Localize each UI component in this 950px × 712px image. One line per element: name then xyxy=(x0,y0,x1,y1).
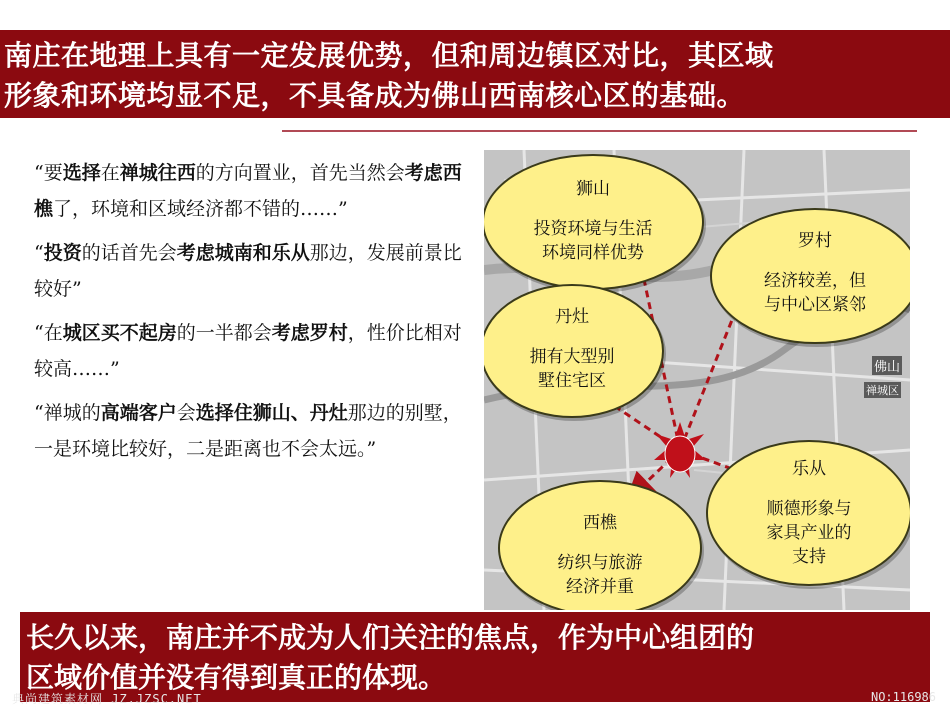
quote-keyword: 考虑西樵 xyxy=(34,162,462,220)
quote-keyword: 考虑城南和乐从 xyxy=(176,242,310,264)
bubble-luocun-line-2: 与中心区紧邻 xyxy=(764,295,866,315)
bubble-xiqiao xyxy=(498,480,702,610)
bubble-luocun-line-1: 经济较差，但 xyxy=(764,271,866,291)
quote-text: 那边，发展前景比较好” xyxy=(34,242,462,300)
conclusion-line-1: 长久以来，南庄并不成为人们关注的焦点，作为中心组团的 xyxy=(26,621,755,654)
bubble-lecong-line-2: 家具产业的 xyxy=(766,523,852,543)
map-label-foshan: 佛山 xyxy=(872,356,902,375)
title-divider xyxy=(282,130,917,132)
quote-text: 的方向置业，首先当然会 xyxy=(195,162,405,184)
quote-text: 了，环境和区域经济都不错的……” xyxy=(53,198,348,220)
bubble-lecong-line-3: 支持 xyxy=(792,547,826,567)
bubble-xiqiao-title: 西樵 xyxy=(583,513,617,533)
quote-text: “在 xyxy=(34,322,63,344)
bubble-lecong xyxy=(706,440,910,586)
quote-text: 的一半都会 xyxy=(176,322,272,344)
quote-text: 会 xyxy=(176,402,196,424)
quote-text: “要 xyxy=(34,162,63,184)
bubble-dandao-line-2: 墅住宅区 xyxy=(538,371,606,391)
bubble-luocun-title: 罗村 xyxy=(798,231,832,251)
bubble-shishan xyxy=(484,154,704,290)
quote-keyword: 禅城往西 xyxy=(119,162,196,184)
conclusion-text xyxy=(26,618,926,698)
quote-text: 那边的别墅，一是环境比较好，二是距离也不会太远。” xyxy=(34,402,462,460)
quote-text: ，性价比相对较高……” xyxy=(34,322,462,380)
quote-text: 在 xyxy=(100,162,120,184)
quote-1 xyxy=(34,155,464,227)
map-label-chancheng: 禅城区 xyxy=(866,384,899,397)
quote-3 xyxy=(34,315,464,387)
bubble-xiqiao-line-1: 纺织与旅游 xyxy=(557,553,643,573)
bubble-lecong-title: 乐从 xyxy=(792,459,826,479)
bubble-dandao-title: 丹灶 xyxy=(555,307,589,327)
watermark-number: NO:116986 xyxy=(870,690,936,704)
quote-keyword: 选择住狮山、丹灶 xyxy=(195,402,348,424)
bubble-dandao-line-1: 拥有大型别 xyxy=(529,347,615,367)
bubble-shishan-line-1: 投资环境与生活 xyxy=(533,219,653,239)
quote-keyword: 考虑罗村 xyxy=(271,322,348,344)
quote-keyword: 投资 xyxy=(43,242,82,264)
quote-keyword: 城区买不起房 xyxy=(62,322,177,344)
watermark-site: 典尚建筑素材网 JZ.JZSC.NET xyxy=(12,692,202,706)
conclusion-line-2: 区域价值并没有得到真正的体现。 xyxy=(26,661,447,694)
quote-text: 的话首先会 xyxy=(81,242,177,264)
quote-keyword: 高端客户 xyxy=(100,402,177,424)
bubble-shishan-line-2: 环境同样优势 xyxy=(542,243,644,263)
bubble-luocun xyxy=(710,208,910,344)
quote-keyword: 选择 xyxy=(62,162,101,184)
bubble-shishan-title: 狮山 xyxy=(576,179,610,199)
map-panel xyxy=(484,150,910,610)
bubble-dandao xyxy=(484,284,664,418)
page-title-line-2: 形象和环境均显不足，不具备成为佛山西南核心区的基础。 xyxy=(4,79,746,112)
page-title xyxy=(4,36,944,116)
bubble-lecong-line-1: 顺德形象与 xyxy=(766,499,852,519)
bubble-xiqiao-line-2: 经济并重 xyxy=(566,577,634,597)
page-title-line-1: 南庄在地理上具有一定发展优势，但和周边镇区对比，其区域 xyxy=(4,39,774,72)
quote-text: “禅城的 xyxy=(34,402,101,424)
quote-2 xyxy=(34,235,464,307)
quote-text: “ xyxy=(34,242,44,264)
customer-quotes xyxy=(34,155,464,475)
quote-4 xyxy=(34,395,464,467)
